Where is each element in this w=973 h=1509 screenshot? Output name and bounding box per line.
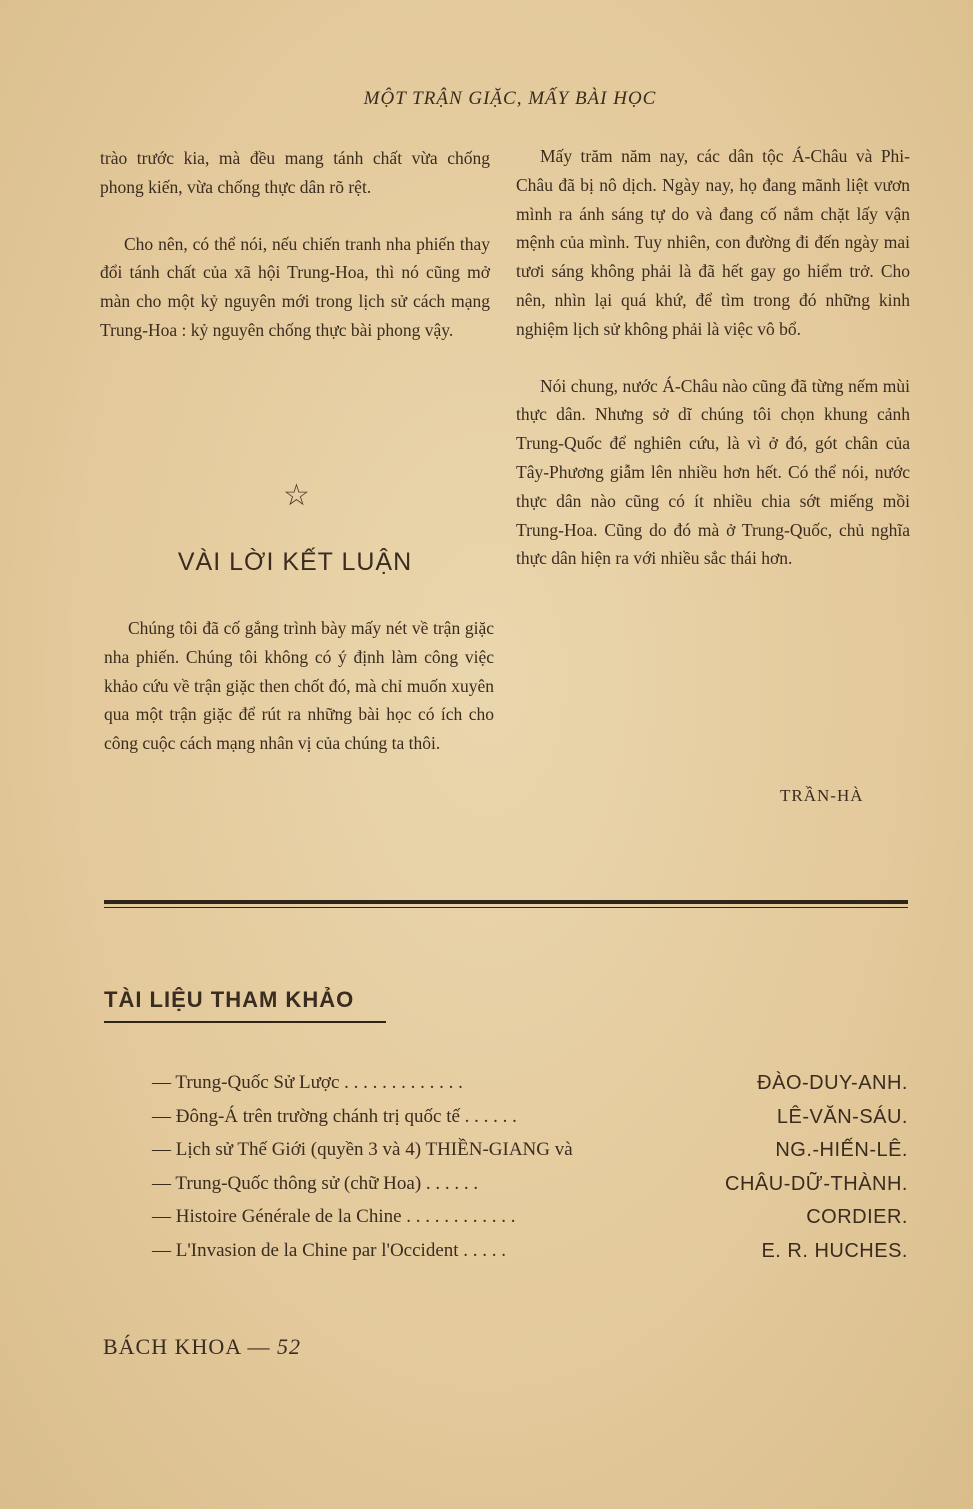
reference-item xyxy=(152,1173,908,1207)
reference-title: — Lịch sử Thế Giới (quyền 3 và 4) THIỀN-GIANG và xyxy=(152,1139,573,1160)
page-footer xyxy=(103,1334,301,1360)
paragraph: Mấy trăm năm nay, các dân tộc Á-Châu và Phi-Châu đã bị nô dịch. Ngày nay, họ đang mãnh liệt vươn mình ra ánh sáng tự do và đang cố nắm chặt lấy vận mệnh của mình. Tuy nhiên, con đường đi đến ngày mai tươi sáng không phải là đã hết gay go hiểm trở. Cho nên, nhìn lại quá khứ, để tìm trong đó những kinh nghiệm lịch sử không phải là việc vô bổ. xyxy=(516,146,910,339)
references-heading: TÀI LIỆU THAM KHẢO xyxy=(104,987,355,1012)
conclusion-text xyxy=(104,614,494,758)
page-number: 52 xyxy=(276,1334,301,1359)
reference-author: NG.-HIẾN-LÊ. xyxy=(775,1139,908,1161)
reference-title: — Trung-Quốc Sử Lược . . . . . . . . . . . . . xyxy=(152,1072,463,1093)
reference-author: CORDIER. xyxy=(806,1206,908,1228)
left-column xyxy=(100,144,490,345)
reference-author: CHÂU-DỮ-THÀNH. xyxy=(725,1172,908,1195)
reference-item xyxy=(152,1072,908,1106)
divider-rule-thin xyxy=(104,907,908,908)
reference-title: — Trung-Quốc thông sử (chữ Hoa) . . . . . . xyxy=(152,1172,479,1194)
paragraph: trào trước kia, mà đều mang tánh chất vừa chống phong kiến, vừa chống thực dân rõ rệt. xyxy=(100,148,490,197)
reference-author: LÊ-VĂN-SÁU. xyxy=(776,1105,908,1128)
reference-title: — Đông-Á trên trường chánh trị quốc tế . . . . . . xyxy=(152,1105,517,1127)
paragraph: Cho nên, có thể nói, nếu chiến tranh nha phiến thay đổi tánh chất của xã hội Trung-Hoa, thì nó cũng mở màn cho một kỷ nguyên mới trong lịch sử cách mạng Trung-Hoa : kỷ nguyên chống thực bài phong vậy. xyxy=(100,233,490,340)
publication-name: BÁCH KHOA — xyxy=(103,1334,271,1359)
right-column xyxy=(516,142,910,573)
reference-item xyxy=(152,1106,908,1140)
author-signature: TRẦN-HÀ xyxy=(780,786,864,805)
reference-item xyxy=(152,1206,908,1240)
paragraph: Nói chung, nước Á-Châu nào cũng đã từng nếm mùi thực dân. Nhưng sở dĩ chúng tôi chọn khung cảnh Trung-Quốc để nghiên cứu, là vì ở đó, gót chân của Tây-Phương giẫm lên nhiều hơn hết. Có thể nói, nước thực dân nào cũng có ít nhiều chia sớt miếng mồi Trung-Hoa. Cũng do đó mà ở Trung-Quốc, chủ nghĩa thực dân hiện ra với nhiều sắc thái hơn. xyxy=(516,375,910,569)
reference-title: — Histoire Générale de la Chine . . . . . . . . . . . . xyxy=(152,1206,516,1227)
reference-author: ĐÀO-DUY-ANH. xyxy=(757,1072,908,1094)
references-underline xyxy=(104,1021,386,1023)
reference-item xyxy=(152,1139,908,1173)
paragraph: Chúng tôi đã cố gắng trình bày mấy nét về trận giặc nha phiến. Chúng tôi không có ý định làm công việc khảo cứu về trận giặc then chốt đó, mà chỉ muốn xuyên qua một trận giặc để rút ra những bài học có ích cho công cuộc cách mạng nhân vị của chúng ta thôi. xyxy=(104,618,494,754)
reference-item xyxy=(152,1240,908,1274)
reference-title: — L'Invasion de la Chine par l'Occident . . . . . xyxy=(152,1239,507,1261)
section-heading: VÀI LỜI KẾT LUẬN xyxy=(177,548,413,576)
reference-author: E. R. HUCHES. xyxy=(761,1239,908,1262)
star-icon: ☆ xyxy=(283,478,310,513)
reference-list xyxy=(152,1072,908,1273)
running-head: MỘT TRẬN GIẶC, MẤY BÀI HỌC xyxy=(363,88,657,109)
divider-rule xyxy=(104,900,908,904)
